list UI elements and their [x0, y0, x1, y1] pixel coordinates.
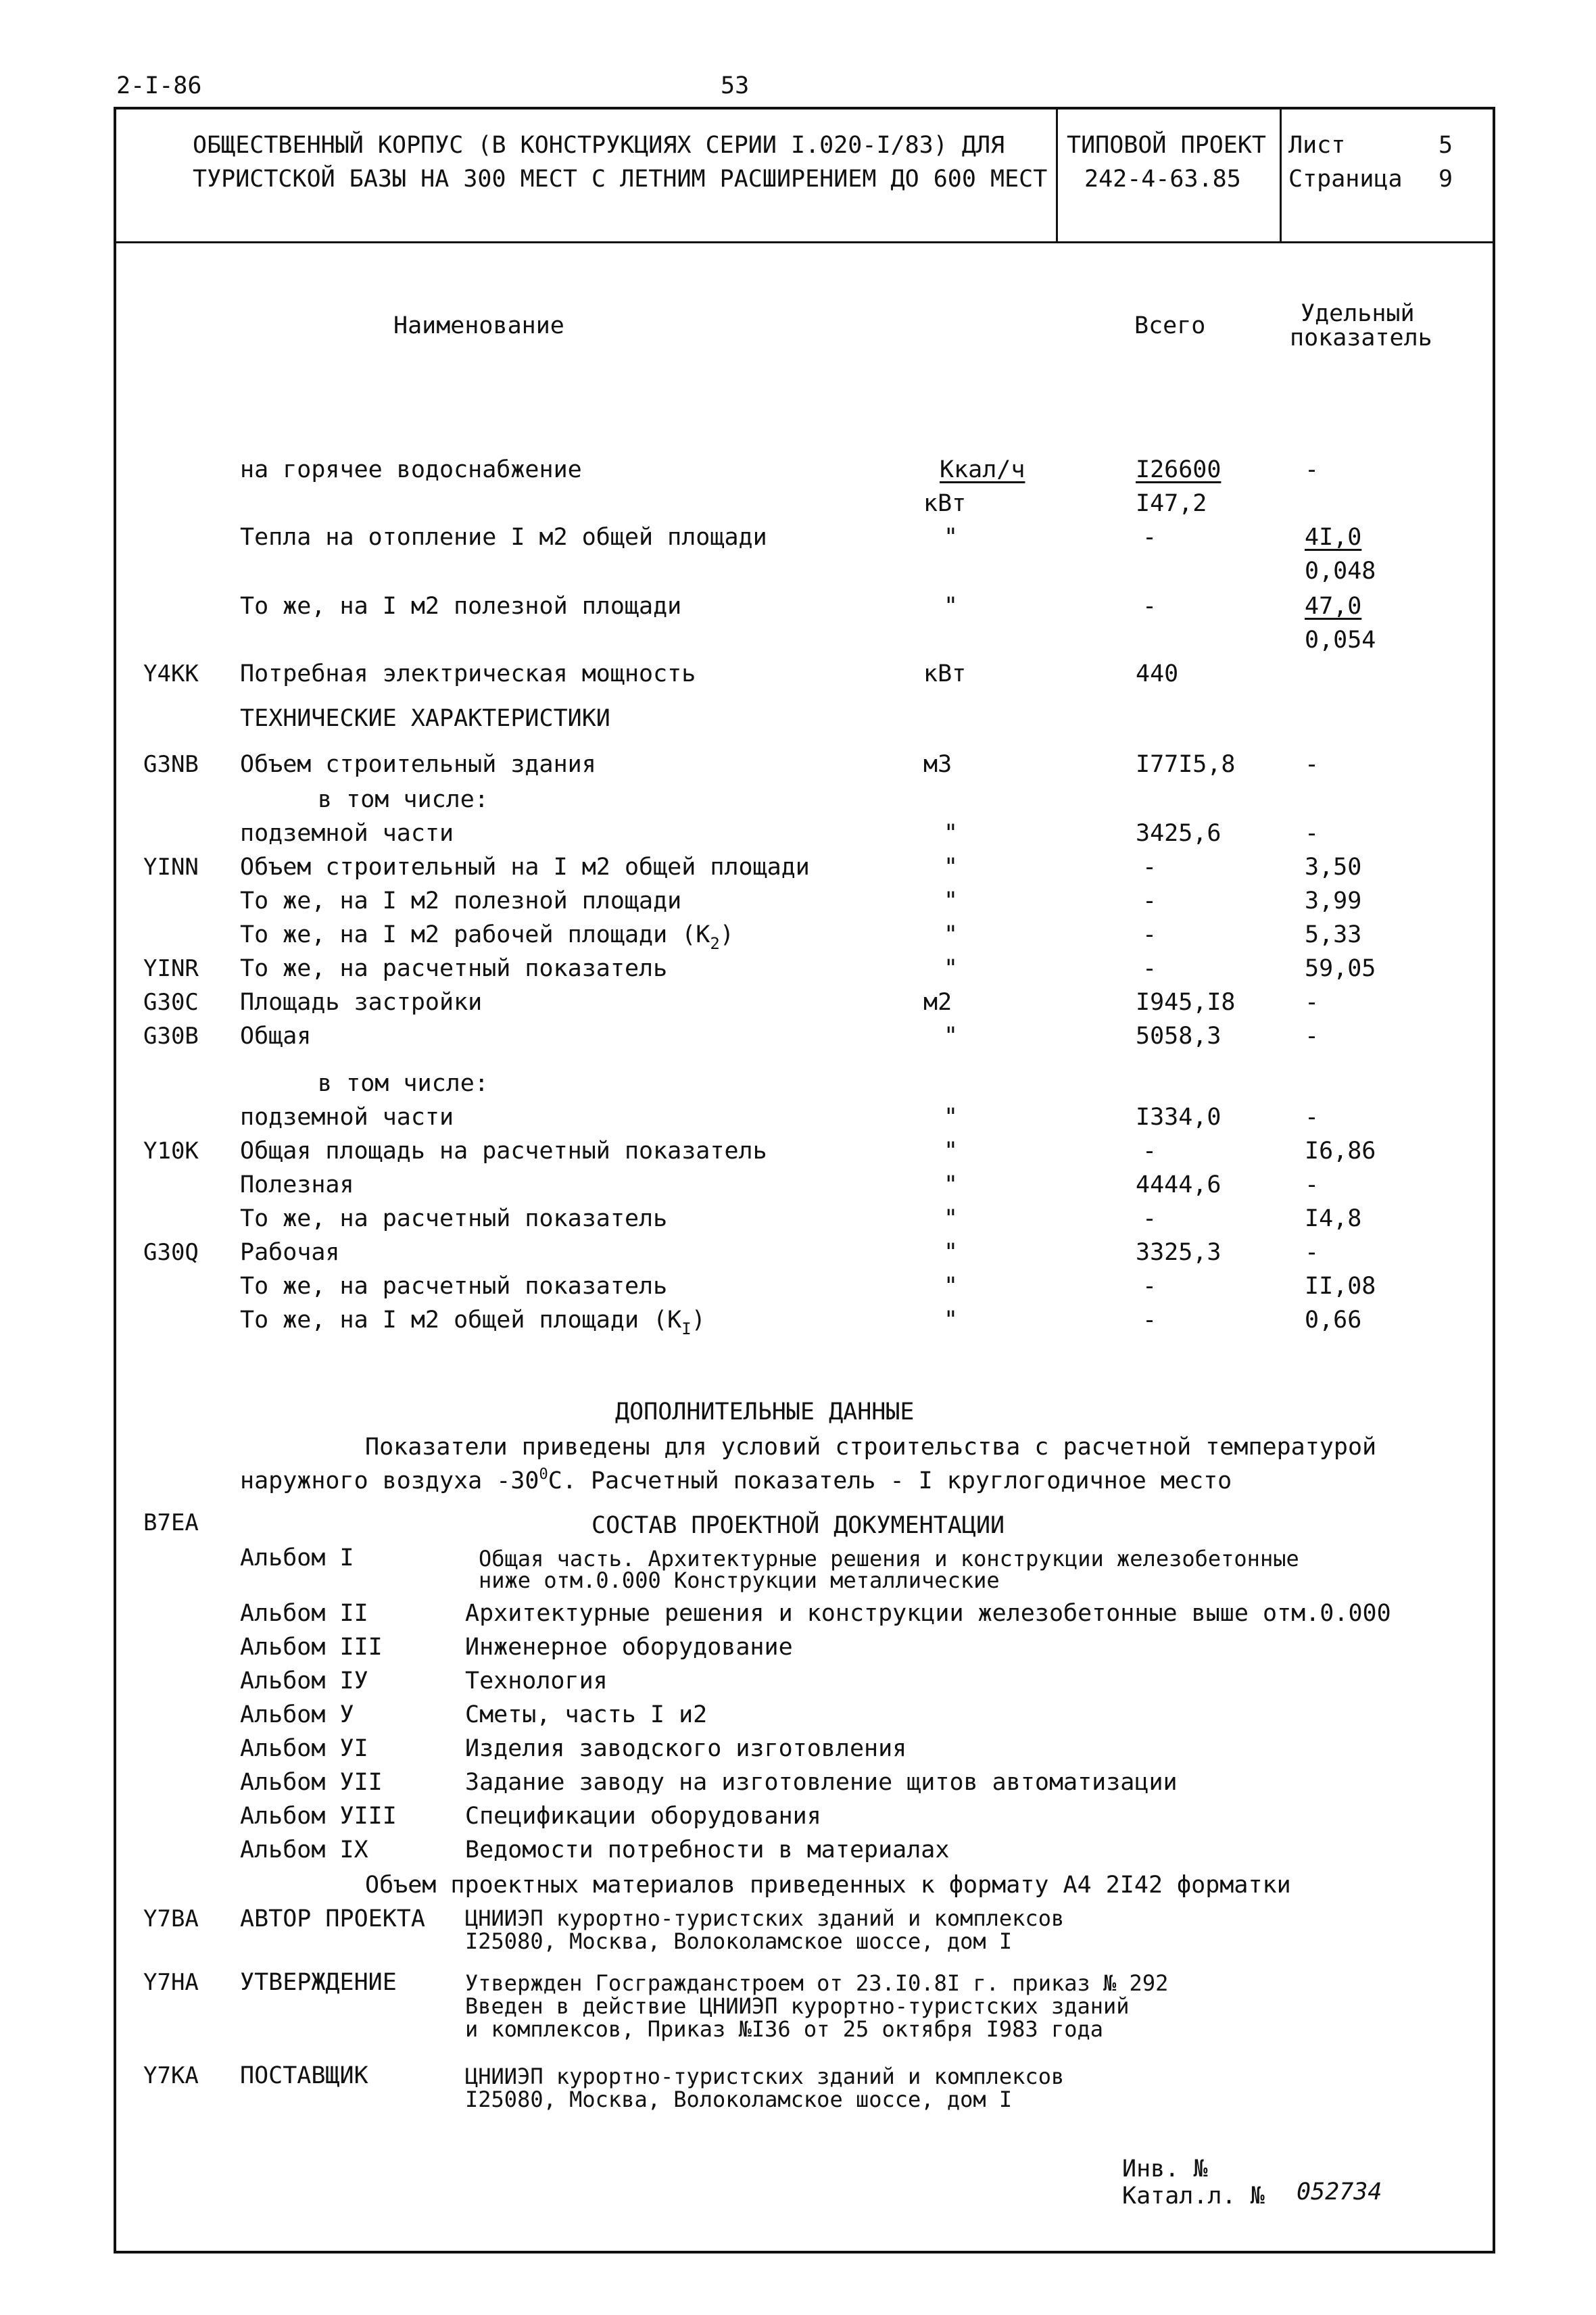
album-label: Альбом УIII: [240, 1803, 397, 1830]
page-label: Страница: [1288, 166, 1403, 193]
album-label: Альбом IУ: [240, 1667, 368, 1695]
row-total: I334,0: [1136, 1104, 1222, 1131]
row-code: G30Q: [143, 1239, 199, 1266]
album-text: Задание заводу на изготовление щитов автоматизации: [465, 1769, 1178, 1796]
row-total: I77I5,8: [1136, 751, 1236, 778]
sheet-value: 5: [1438, 132, 1453, 159]
row-code: G30C: [143, 989, 199, 1016]
row-unit: ": [944, 1171, 959, 1198]
row-name: Общая площадь на расчетный показатель: [240, 1138, 767, 1165]
row-unit: ": [944, 854, 959, 881]
row-unit: ": [944, 1273, 959, 1300]
album-text: Изделия заводского изготовления: [465, 1735, 907, 1762]
row-specific: -: [1305, 989, 1320, 1016]
album-text: Ведомости потребности в материалах: [465, 1836, 950, 1863]
supplier-code: Y7KA: [143, 2062, 199, 2089]
row-specific: -: [1305, 751, 1320, 778]
row-code: Y4KK: [143, 660, 199, 687]
row-specific: -: [1305, 1239, 1320, 1266]
row-total: 3325,3: [1136, 1239, 1222, 1266]
row-total: 440: [1136, 660, 1179, 687]
sheet-label: Лист: [1288, 132, 1346, 159]
approval-label: УТВЕРЖДЕНИЕ: [240, 1969, 397, 1996]
row-name: Общая: [240, 1023, 312, 1050]
row-specific: -: [1305, 1171, 1320, 1198]
author-label: АВТОР ПРОЕКТА: [240, 1905, 425, 1932]
row-specific: 0,054: [1305, 627, 1376, 654]
row-name: То же, на расчетный показатель: [240, 1273, 668, 1300]
row-name: То же, на I м2 полезной площади: [240, 593, 682, 620]
row-name: подземной части: [240, 820, 454, 847]
row-total: -: [1142, 1273, 1157, 1300]
row-name: в том числе:: [318, 1070, 489, 1097]
row-name: Рабочая: [240, 1239, 340, 1266]
page-number: 53: [721, 72, 750, 99]
catalog-number: 052734: [1297, 2178, 1382, 2206]
row-unit: м2: [923, 989, 952, 1016]
row-total: 5058,3: [1136, 1023, 1222, 1050]
row-name: Площадь застройки: [240, 989, 483, 1016]
row-unit: ": [944, 887, 959, 915]
row-specific: 0,048: [1305, 558, 1376, 585]
row-unit: ": [944, 1104, 959, 1131]
album-text-continued: ниже отм.0.000 Конструкции металлические: [479, 1567, 1000, 1593]
author-line-2: I25080, Москва, Волоколамское шоссе, дом I: [465, 1928, 1013, 1954]
row-name: Полезная: [240, 1171, 354, 1198]
approval-line-1: Утвержден Госгражданстроем от 23.I0.8I г. приказ № 292: [465, 1970, 1169, 1996]
row-code: G3NB: [143, 751, 199, 778]
row-total: I26600: [1136, 456, 1222, 483]
album-label: Альбом У: [240, 1701, 354, 1728]
page-value: 9: [1438, 166, 1453, 193]
additional-heading: ДОПОЛНИТЕЛЬНЫЕ ДАННЫЕ: [615, 1398, 915, 1425]
row-name: То же, на I м2 рабочей площади $(K_2)$: [240, 921, 734, 953]
row-total: 4444,6: [1136, 1171, 1222, 1198]
row-total: I47,2: [1136, 490, 1207, 517]
composition-heading: СОСТАВ ПРОЕКТНОЙ ДОКУМЕНТАЦИИ: [591, 1512, 1005, 1539]
row-unit: кВт: [923, 660, 967, 687]
row-unit: ": [944, 1138, 959, 1165]
row-name: То же, на I м2 общей площади $(K_I)$: [240, 1307, 706, 1338]
row-total: -: [1142, 921, 1157, 948]
additional-line-2: наружного воздуха $-30^0С$. Расчетный показатель - I круглогодичное место: [240, 1466, 1232, 1494]
row-unit: ": [944, 1239, 959, 1266]
inventory-number: Инв. №: [1122, 2155, 1208, 2183]
approval-line-3: и комплексов, Приказ №I36 от 25 октября I983 года: [465, 2016, 1104, 2042]
row-name: Объем строительный здания: [240, 751, 596, 778]
row-total: -: [1142, 524, 1157, 551]
composition-code: B7EA: [143, 1509, 199, 1536]
row-specific: 47,0: [1305, 593, 1362, 620]
approval-code: Y7HA: [143, 1969, 199, 1996]
row-total: -: [1142, 1138, 1157, 1165]
row-name: в том числе:: [318, 786, 489, 813]
row-code: G30B: [143, 1023, 199, 1050]
album-label: Альбом УII: [240, 1769, 383, 1796]
row-unit: ": [944, 524, 959, 551]
row-name: Тепла на отопление I м2 общей площади: [240, 524, 767, 551]
row-total: -: [1142, 955, 1157, 982]
album-label: Альбом II: [240, 1600, 368, 1627]
supplier-line-1: ЦНИИЭП курортно-туристских зданий и комплексов: [465, 2064, 1065, 2089]
row-specific: -: [1305, 1023, 1320, 1050]
album-text: Общая часть. Архитектурные решения и конструкции железобетонные: [479, 1546, 1299, 1571]
row-specific: I6,86: [1305, 1138, 1376, 1165]
row-total: -: [1142, 854, 1157, 881]
album-label: Альбом IX: [240, 1836, 368, 1863]
header-divider-1: [1056, 107, 1058, 242]
row-name: на горячее водоснабжение: [240, 456, 582, 483]
row-specific: 59,05: [1305, 955, 1376, 982]
row-name: Потребная электрическая мощность: [240, 660, 696, 687]
row-unit: ": [944, 955, 959, 982]
album-label: Альбом I: [240, 1544, 354, 1571]
row-specific: 5,33: [1305, 921, 1362, 948]
row-unit: ": [944, 921, 959, 948]
album-label: Альбом III: [240, 1634, 383, 1661]
author-code: Y7BA: [143, 1905, 199, 1932]
row-specific: 3,50: [1305, 854, 1362, 881]
row-total: -: [1142, 593, 1157, 620]
row-total: I945,I8: [1136, 989, 1236, 1016]
approval-line-2: Введен в действие ЦНИИЭП курортно-туристских зданий: [465, 1993, 1130, 2019]
row-name: То же, на I м2 полезной площади: [240, 887, 682, 915]
row-total: -: [1142, 1307, 1157, 1334]
row-unit: ": [944, 820, 959, 847]
row-unit: ": [944, 1023, 959, 1050]
section-heading: ТЕХНИЧЕСКИЕ ХАРАКТЕРИСТИКИ: [240, 705, 610, 732]
row-specific: -: [1305, 820, 1320, 847]
album-text: Инженерное оборудование: [465, 1634, 793, 1661]
supplier-label: ПОСТАВЩИК: [240, 2062, 368, 2089]
album-text: Технология: [465, 1667, 608, 1695]
project-label: ТИПОВОЙ ПРОЕКТ: [1067, 132, 1267, 159]
row-specific: II,08: [1305, 1273, 1376, 1300]
project-number: 242-4-63.85: [1084, 166, 1241, 193]
album-text: Спецификации оборудования: [465, 1803, 821, 1830]
column-total-heading: Всего: [1134, 312, 1206, 339]
supplier-line-2: I25080, Москва, Волоколамское шоссе, дом I: [465, 2087, 1013, 2112]
additional-line-1: Показатели приведены для условий строительства с расчетной температурой: [365, 1434, 1377, 1461]
header-divider-2: [1280, 107, 1282, 242]
row-unit: ": [944, 1307, 959, 1334]
row-specific: 0,66: [1305, 1307, 1362, 1334]
row-name: То же, на расчетный показатель: [240, 955, 668, 982]
row-code: YINN: [143, 854, 199, 881]
row-unit: Ккал/ч: [940, 456, 1025, 483]
album-text: Сметы, часть I и2: [465, 1701, 708, 1728]
row-name: подземной части: [240, 1104, 454, 1131]
row-specific: -: [1305, 1104, 1320, 1131]
header-bottom-rule: [114, 241, 1495, 243]
row-total: -: [1142, 1205, 1157, 1232]
row-code: YINR: [143, 955, 199, 982]
row-specific: 4I,0: [1305, 524, 1362, 551]
row-name: Объем строительный на I м2 общей площади: [240, 854, 810, 881]
catalog-label: Катал.л. №: [1122, 2183, 1265, 2210]
materials-volume: Объем проектных материалов приведенных к формату А4 2I42 форматки: [365, 1872, 1291, 1899]
row-unit: м3: [923, 751, 952, 778]
page-code: 2-I-86: [116, 72, 202, 99]
row-unit: ": [944, 1205, 959, 1232]
album-label: Альбом УI: [240, 1735, 368, 1762]
author-line-1: ЦНИИЭП курортно-туристских зданий и комплексов: [465, 1905, 1065, 1931]
row-total: -: [1142, 887, 1157, 915]
row-name: То же, на расчетный показатель: [240, 1205, 668, 1232]
row-code: Y10K: [143, 1138, 199, 1165]
row-total: 3425,6: [1136, 820, 1222, 847]
row-specific: 3,99: [1305, 887, 1362, 915]
row-specific: I4,8: [1305, 1205, 1362, 1232]
column-name-heading: Наименование: [393, 312, 564, 339]
album-text: Архитектурные решения и конструкции железобетонные выше отм.0.000: [465, 1600, 1391, 1627]
row-unit: кВт: [923, 490, 967, 517]
row-unit: ": [944, 593, 959, 620]
row-specific: -: [1305, 456, 1320, 483]
